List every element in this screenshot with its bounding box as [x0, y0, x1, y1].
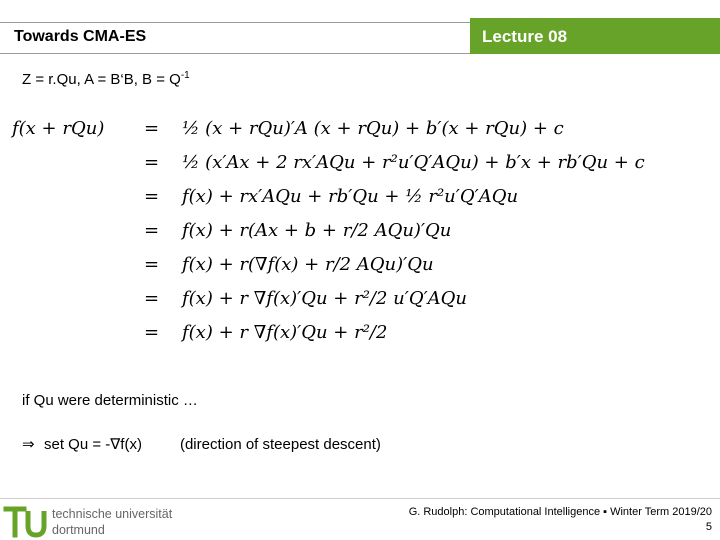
equals-sign: =	[144, 118, 160, 139]
conclusion-aside: (direction of steepest descent)	[179, 436, 381, 453]
equation-rhs: ½ (x′Ax + 2 rx′AQu + r²u′Q′AQu) + b′x + rb′Qu + c	[182, 152, 645, 173]
deterministic-note	[22, 392, 198, 409]
page-number: 5	[705, 521, 712, 533]
header-bar	[0, 22, 470, 54]
tu-logo-mark-u	[28, 511, 44, 535]
equation-rhs: f(x) + r(Ax + b + r/2 AQu)′Qu	[182, 220, 452, 241]
equation-rhs: ½ (x + rQu)′A (x + rQu) + b′(x + rQu) + c	[182, 118, 564, 139]
deterministic-text: if Qu were deterministic …	[22, 392, 198, 409]
equals-sign: =	[144, 220, 160, 241]
equals-sign: =	[144, 254, 160, 275]
conclusion-text: set Qu = -∇f(x)	[44, 436, 142, 453]
definitions-line	[22, 70, 190, 88]
conclusion-line	[22, 435, 381, 453]
slide-title: Towards CMA-ES	[14, 28, 147, 45]
definitions-text: Z = r.Qu, A = B‘B, B = Q	[22, 71, 181, 88]
tu-logo-mark-t	[6, 509, 24, 535]
equals-sign: =	[144, 288, 160, 309]
equals-sign: =	[144, 322, 160, 343]
definitions-exponent: -1	[180, 70, 190, 81]
footer-credit-text: G. Rudolph: Computational Intelligence ▪ Winter Term 2019/20	[408, 506, 712, 518]
footer-credit	[409, 505, 712, 535]
implies-arrow-icon: ⇒	[22, 436, 35, 453]
footer-divider	[0, 498, 720, 499]
equation-rhs: f(x) + rx′AQu + rb′Qu + ½ r²u′Q′AQu	[182, 186, 519, 207]
logo-line-2: dortmund	[52, 523, 105, 537]
logo-line-1: technische universität	[52, 507, 173, 521]
equation-rhs: f(x) + r(∇f(x) + r/2 AQu)′Qu	[182, 254, 434, 275]
equation-lhs: f(x + rQu)	[12, 118, 105, 139]
equation-rhs: f(x) + r ∇f(x)′Qu + r²/2 u′Q′AQu	[182, 288, 468, 309]
equation-rhs: f(x) + r ∇f(x)′Qu + r²/2	[182, 322, 388, 343]
tu-dortmund-logo	[2, 503, 202, 539]
equals-sign: =	[144, 186, 160, 207]
equals-sign: =	[144, 152, 160, 173]
lecture-label: Lecture 08	[482, 27, 568, 46]
lecture-badge	[470, 18, 720, 54]
